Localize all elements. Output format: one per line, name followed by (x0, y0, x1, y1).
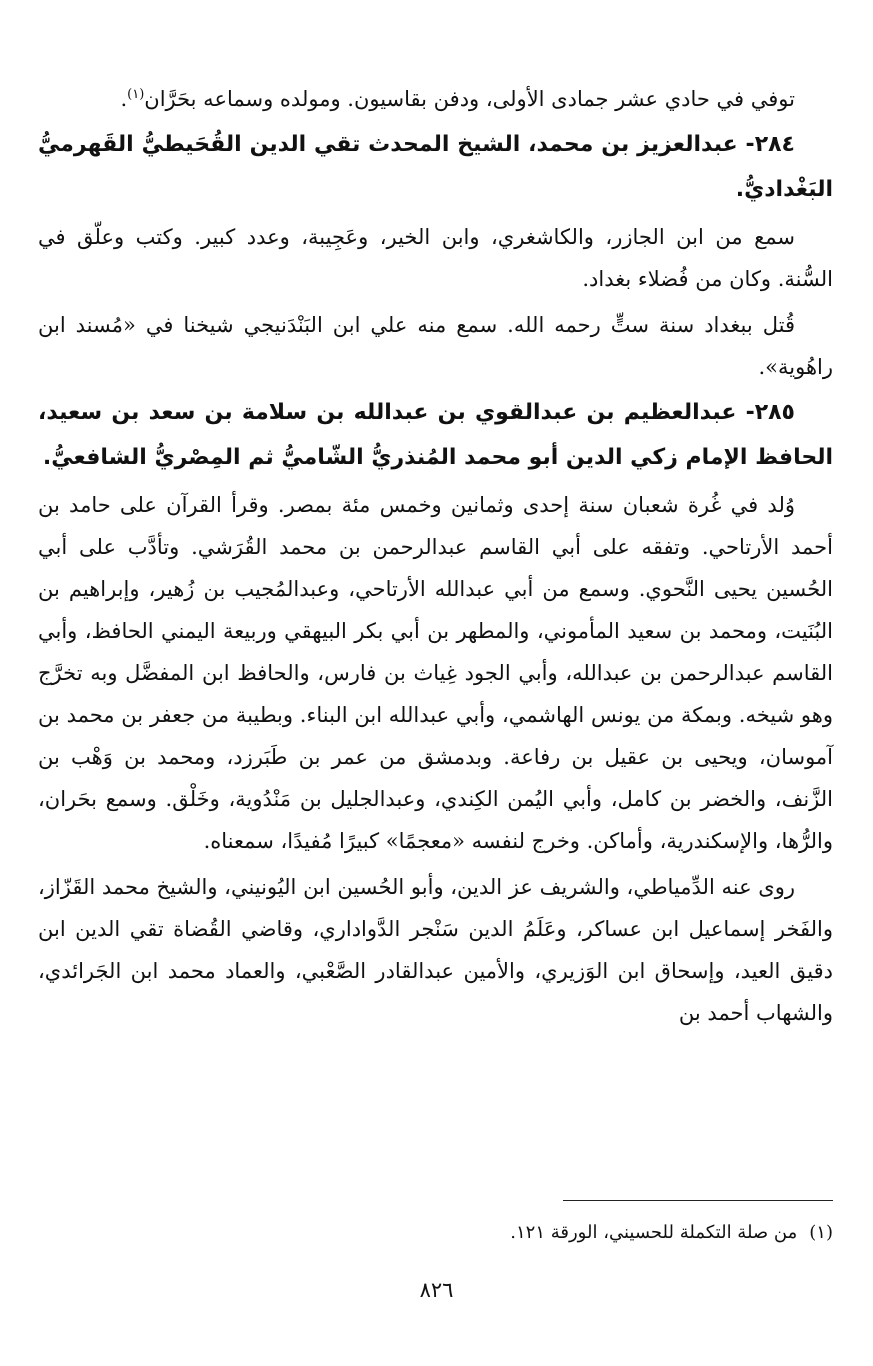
paragraph-284-death: قُتل ببغداد سنة ستٍّ رحمه الله. سمع منه علي ابن البَنْدَنيجي شيخنا في «مُسند ابن راهُوية». (38, 313, 833, 379)
paragraph-284-hearing: سمع من ابن الجازر، والكاشغري، وابن الخير، وعَجِيبة، وعدد كبير. وكتب وعلّق في السُّنة. وكان من فُضلاء بغداد. (38, 225, 833, 291)
page-body (38, 78, 833, 1034)
footnote-divider (563, 1200, 833, 1201)
paragraph-text: توفي في حادي عشر جمادى الأولى، ودفن بقاسيون. ومولده وسماعه بحَرَّان (144, 87, 795, 111)
page-number: ٨٢٦ (419, 1278, 454, 1302)
entry-heading-285: ٢٨٥- عبدالعظيم بن عبدالقوي بن عبدالله بن سلامة بن سعد بن سعيد، الحافظ الإمام زكي الدين أبو محمد المُنذريُّ الشّاميُّ ثم المِصْريُّ الشافعيُّ. (38, 400, 833, 470)
footnote-number: (١) (809, 1222, 833, 1243)
footnote-marker: (١) (127, 87, 145, 102)
entry-heading-284: ٢٨٤- عبدالعزيز بن محمد، الشيخ المحدث تقي الدين القُحَيطيُّ القَهرميُّ البَغْداديُّ. (38, 132, 833, 202)
period: . (120, 87, 128, 111)
paragraph-285-narrators: روى عنه الدِّمياطي، والشريف عز الدين، وأبو الحُسين ابن اليُونيني، والشيخ محمد القَزّاز، والفَخر إسماعيل ابن عساكر، وعَلَمُ الدين سَنْجر الدَّواداري، وقاضي القُضاة تقي الدين ابن دقيق العيد، وإسحاق ابن الوَزيري، والأمين عبدالقادر الصَّعْبي، والعماد محمد ابن الجَرائدي، والشهاب أحمد بن (37, 875, 833, 1025)
paragraph-285-biography: وُلد في غُرة شعبان سنة إحدى وثمانين وخمس مئة بمصر. وقرأ القرآن على حامد بن أحمد الأرتاحي. وتفقه على أبي القاسم عبدالرحمن بن محمد القُرَشي. وتأدَّب على أبي الحُسين يحيى النَّحوي. وسمع من أبي عبدالله الأرتاحي، وعبدالمُجيب بن زُهير، وإبراهيم بن البُنَيت، ومحمد بن سعيد المأموني، والمطهر بن أبي بكر البيهقي وربيعة اليمني الحافظ، وأبي القاسم عبدالرحمن بن عبدالله، وأبي الجود غِياث بن فارس، والحافظ ابن المفضَّل وبه تخرَّج وهو شيخه. وبمكة من يونس الهاشمي، وأبي عبدالله ابن البناء. وبطيبة من جعفر بن محمد بن آموسان، ويحيى بن عقيل بن رفاعة. وبدمشق من عمر بن طَبَرزد، ومحمد بن وَهْب بن الزَّنف، والخضر بن كامل، وأبي اليُمن الكِندي، وعبدالجليل بن مَنْدُوية، وخَلْق. وسمع بحَران، والرُّها، والإسكندرية، وأماكن. وخرج لنفسه «معجمًا» كبيرًا مُفيدًا، سمعناه. (38, 493, 833, 853)
footnote (53, 1218, 833, 1248)
footnote-text: من صلة التكملة للحسيني، الورقة ١٢١. (510, 1222, 798, 1243)
paragraph-death-note (38, 78, 833, 120)
